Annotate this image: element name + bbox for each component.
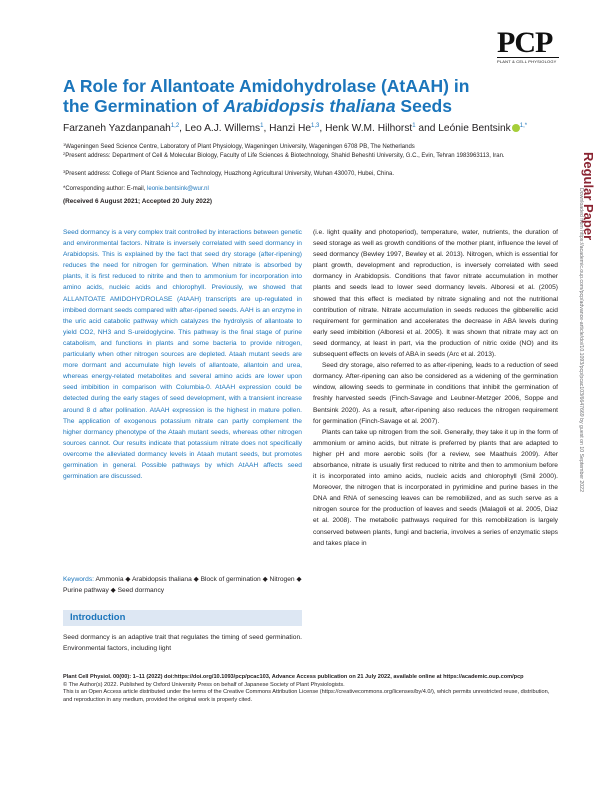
- affiliation-sup: 3: [63, 169, 66, 174]
- corresponding-label: *Corresponding author: E-mail,: [63, 186, 148, 192]
- abstract: [63, 227, 302, 482]
- keywords: [63, 574, 302, 596]
- author-sup: 1: [260, 123, 264, 129]
- body-paragraph: Seed dry storage, also referred to as after-ripening, leads to a reduction of seed dormancy. After-ripening can also be considered as a widening of the germination window, allowing seeds to germinate in conditions that inhibit the germination of freshly harvested seeds (Finch-Savage and Leubner-Metzger 2006, Soppe and Bentsink 2020). As a result, after-ripening also reduces the nitrogen requirement for germination (Finch-Savage et al. 2007).: [313, 362, 558, 425]
- corresponding-email-link[interactable]: leonie.bentsink@wur.nl: [147, 186, 209, 192]
- introduction-heading-text: Introduction: [70, 612, 126, 623]
- download-note-text[interactable]: Downloaded from https://academic.oup.com/pcp/advance-article/doi/10.1093/pcp/pcac103/6647669 by guest on 10 September 2022: [578, 188, 584, 492]
- corresponding-author: [63, 185, 533, 194]
- orcid-icon[interactable]: [512, 124, 520, 132]
- affiliation-sup: 1: [63, 142, 66, 147]
- section-label-text: Regular Paper: [581, 152, 596, 241]
- author-sup: 1: [412, 123, 416, 129]
- keywords-label: Keywords:: [63, 576, 96, 583]
- affiliation-sup: 2: [63, 151, 66, 156]
- introduction-heading: [63, 610, 302, 626]
- affiliation-text: Wageningen Seed Science Centre, Laboratory of Plant Physiology, Wageningen University, Wageningen 6708 PB, The Netherlands: [65, 144, 415, 150]
- affiliation-2: [63, 150, 533, 161]
- author-name: Hanzi He: [269, 123, 312, 134]
- journal-logo: [497, 26, 559, 66]
- affiliation-text: Present address: Department of Cell & Molecular Biology, Faculty of Life Sciences & Biotechnology, Shahid Beheshti University, G.C., Evin, Tehran 1983963113, Iran.: [65, 153, 505, 159]
- author-name: Leónie Bentsink: [438, 123, 511, 134]
- introduction-col1-text: Seed dormancy is an adaptive trait that regulates the timing of seed germination. Environmental factors, including light: [63, 634, 302, 653]
- title-part1: A Role for Allantoate Amidohydrolase (AtAAH) in the Germination of: [63, 76, 470, 116]
- journal-logo-subtitle: PLANT & CELL PHYSIOLOGY: [497, 57, 559, 64]
- author-name: Leo A.J. Willems: [184, 123, 261, 134]
- received-accepted-dates: (Received 6 August 2021; Accepted 20 July 2022): [63, 198, 213, 205]
- title-part2: Seeds: [395, 96, 452, 116]
- author-sup: 1,*: [519, 123, 528, 129]
- abstract-text: Seed dormancy is a very complex trait controlled by interactions between genetic and environmental factors. Nitrate is inversely correlated with seed dormancy in Arabidopsis. This is explained by the fact that seed dry storage (after-ripening) reduces the need for nitrogen for germination. When nitrate is absorbed by plants, it is first reduced to nitrite and then to ammonium for incorporation into amino acids, nucleic acids and chlorophyll. Previously, we showed that ALLANTOATE AMIDOHYDROLASE (AtAAH) transcripts are up-regulated in imbibed dormant seeds compared with after-ripened seeds. AAH is an enzyme in the uric acid catabolic pathway which catalyzes the hydrolysis of allantoate to yield CO2, NH3 and S-ureidoglycine. This pathway is the final stage of purine catabolism, and functions in plants and some bacteria to provide nitrogen, particularly when other nitrogen sources are depleted. Ataah mutant seeds are more dormant and accumulate high levels of allantoate, allantoin and urea, whereas energy-related metabolites and several amino acids are lower upon seed imbibition in comparison with Columbia-0. AtAAH expression could be detected during the early stages of seed development, with a transient increase around 8 d after pollination. AtAAH expression is the highest in mature pollen. The application of exogenous potassium nitrate can partly complement the higher dormancy phenotype of the Ataah mutant seeds, whereas other nitrogen sources cannot. Our results indicate that potassium nitrate does not specifically overcome the alleviated dormancy levels in Ataah mutant seeds, but promotes germination in general. Possible pathways by which AtAAH affects seed germination are discussed.: [63, 229, 302, 481]
- body-paragraph: (i.e. light quality and photoperiod), temperature, water, nutrients, the duration of seed storage as well as growth conditions of the mother plant, influence the level of seed dormancy (Bewley 1997, Bewley et al. 2013). Nitrogen, which is essential for plant growth, development and reproduction, is inversely correlated with seed dormancy in Arabidopsis. Conditions that favor nitrate accumulation in mother plants and seeds lead to lower seed dormancy levels. Alboresi et al. (2005) showed that this effect is mediated by nitrate signaling and not the nutritional contribution of nitrate. Nitrate accumulation in seeds reduces the gibberellic acid requirement for germination and accelerates the decrease in ABA levels during early seed imbibition (Alboresi et al. 2005). It was shown that nitrate may act on seed dormancy, at least in part, via the production of nitric oxide (NO) and its subsequent effects on levels of ABA in seeds (Arc et al. 2013).: [313, 229, 558, 359]
- affiliation-text: Present address: College of Plant Science and Technology, Huazhong Agricultural University, Wuhan 430070, Hubei, China.: [65, 171, 394, 177]
- page-footer: [63, 674, 559, 704]
- author-sup: 1,3: [311, 123, 320, 129]
- keywords-text: Ammonia ◆ Arabidopsis thaliana ◆ Block of germination ◆ Nitrogen ◆ Purine pathway ◆ Seed dormancy: [63, 576, 302, 595]
- author-list: Farzaneh Yazdanpanah$^{1,2}$, Leo A.J. Willems$^1$, Hanzi He$^{1,3}$, Henk W.M. Hilhorst$^1$ and Leónie Bentsink $^{1,*}$: [63, 123, 528, 134]
- journal-logo-text: PCP: [497, 26, 553, 59]
- author-name: Farzaneh Yazdanpanah: [63, 123, 171, 134]
- body-paragraph: Plants can take up nitrogen from the soil. Generally, they take it up in the form of ammonium or amino acids, but nitrate is preferred by plants that are adapted to higher pH and more aerobic soils (for a review, see Maathuis 2009). After absorbance, nitrate is usually first reduced to nitrite and then to ammonium before it is incorporated into amino acids, nucleic acids and chlorophyll (Smil 2000). Moreover, the nitrogen that is incorporated in pyrimidine and purine bases in the DNA and RNA of senescing leaves can be remobilized, and as such serve as a nitrogen source for the production of leaves and seeds (Malagoli et al. 2005, Diaz et al. 2008). The metabolic pathways required for this remobilization is largely conserved between plants, fungi and bacteria, involves a series of enzymatic steps and takes place in: [313, 428, 558, 547]
- affiliation-3: [63, 168, 533, 179]
- download-note: [575, 188, 585, 608]
- author-sup: 1,2: [170, 123, 180, 129]
- author-name: Henk W.M. Hilhorst: [325, 123, 413, 134]
- footer-license: This is an Open Access article distributed under the terms of the Creative Commons Attribution License (https://creativecommons.org/licenses/by/4.0/), which permits unrestricted reuse, distribution, and reproduction in any medium, provided the original work is properly cited.: [63, 689, 550, 703]
- footer-copyright: © The Author(s) 2022. Published by Oxford University Press on behalf of Japanese Society of Plant Physiologists.: [63, 681, 345, 688]
- article-title: [63, 76, 493, 116]
- footer-citation: Plant Cell Physiol. 00(00): 1–11 (2022) doi:https://doi.org/10.1093/pcp/pcac103, Advance Access publication on 21 July 2022, available online at https://academic.oup.com/pcp: [63, 674, 524, 680]
- title-italic: Arabidopsis thaliana: [223, 96, 396, 116]
- body-column-right: [313, 227, 558, 549]
